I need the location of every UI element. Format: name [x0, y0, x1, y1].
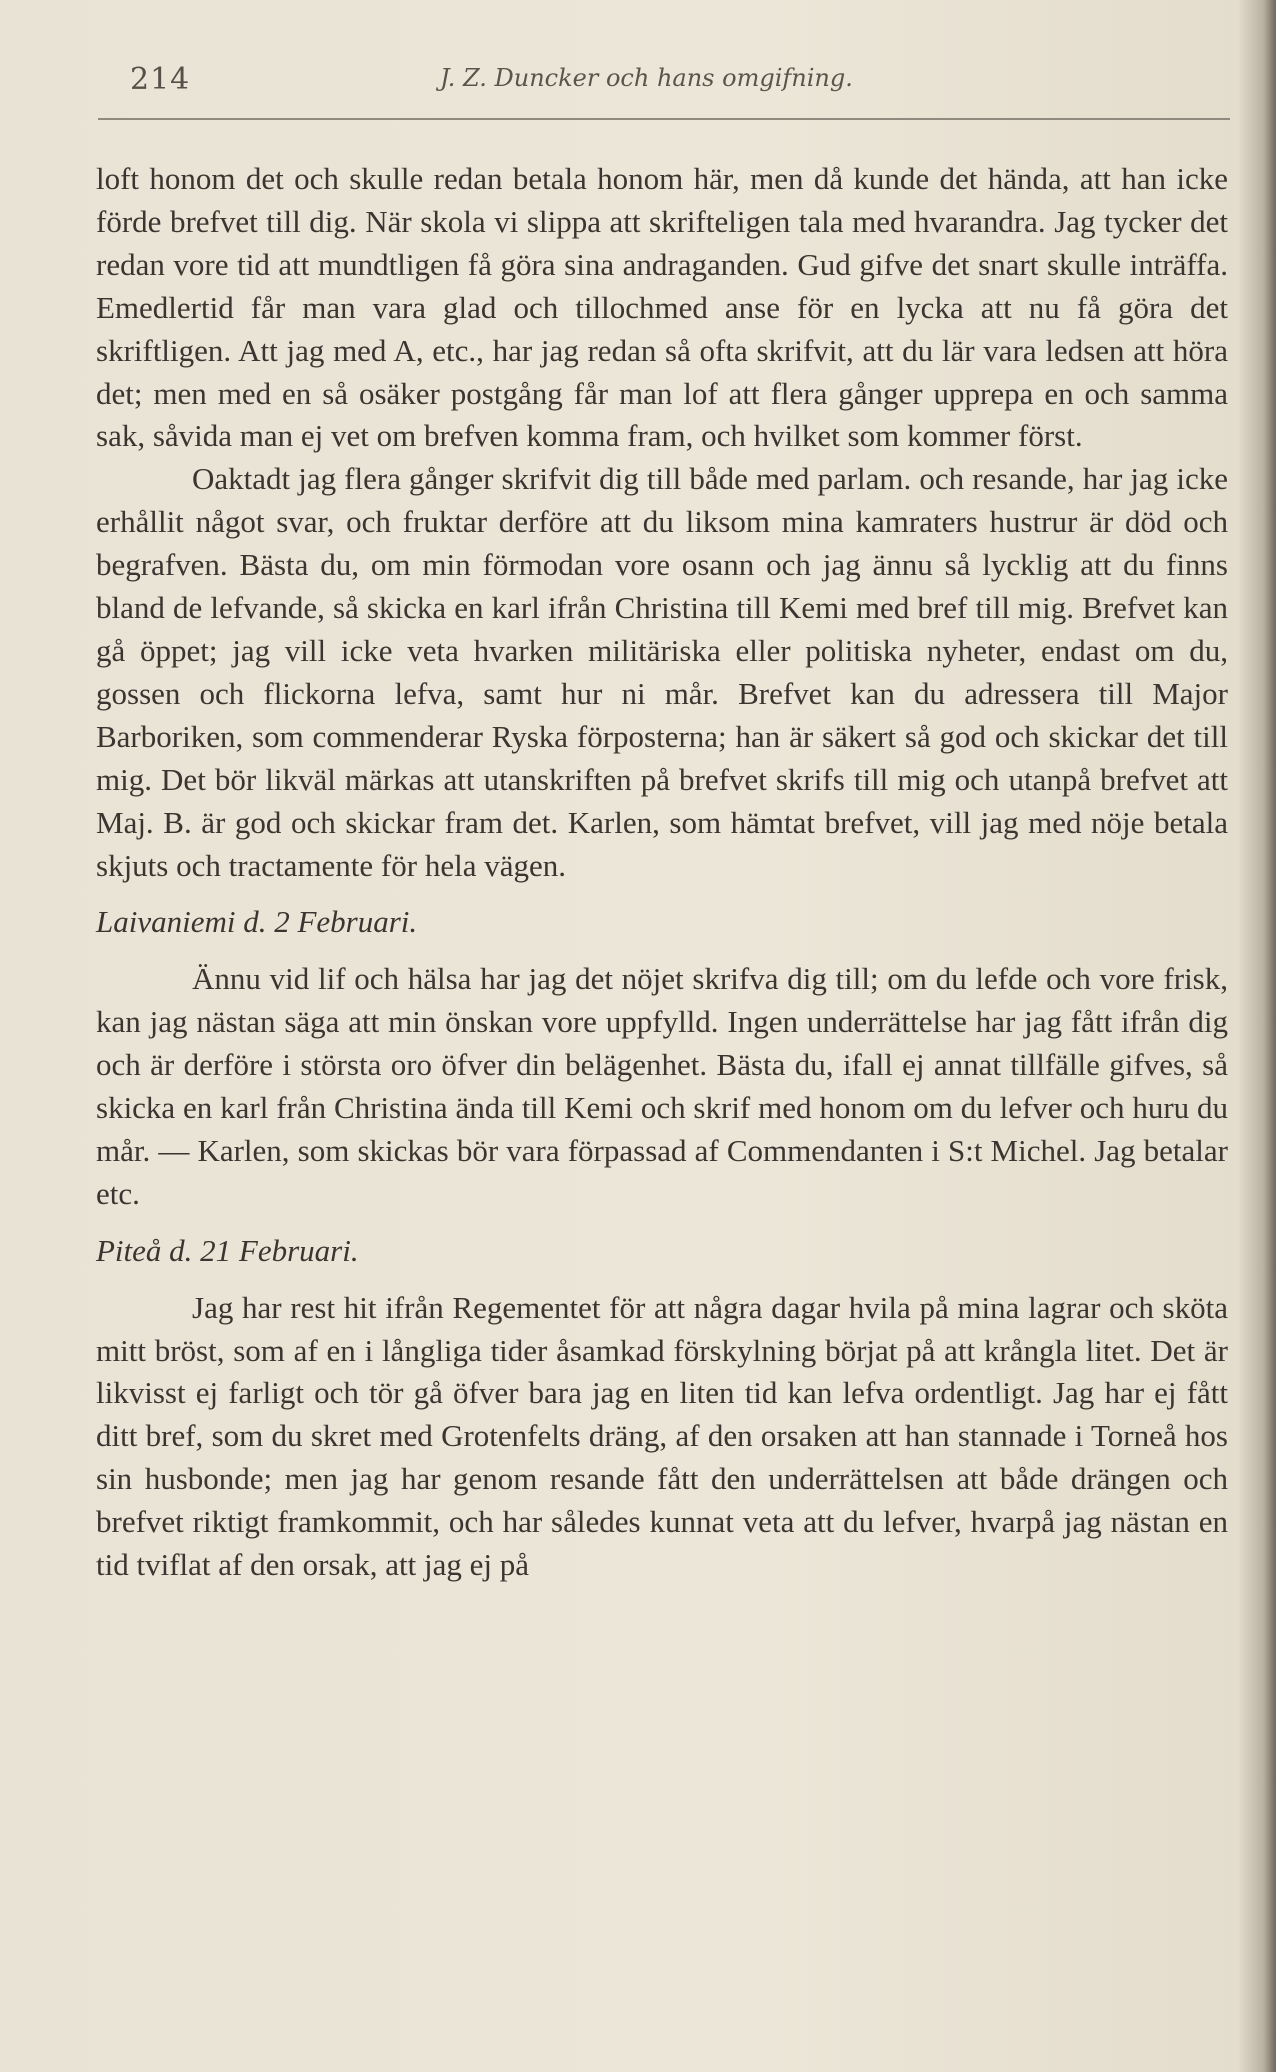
- page-number: 214: [130, 62, 191, 97]
- dateline-pitea: Piteå d. 21 Februari.: [96, 1232, 359, 1268]
- header-rule: [98, 118, 1230, 120]
- paragraph-1: loft honom det och skulle redan betala honom här, men då kunde det hända, att han icke förde brefvet till dig. När skola vi slippa att skrifteligen tala med hvarandra. Jag tycker det redan vore tid att mundtligen få göra sina andraganden. Gud gifve det snart skulle inträffa. Emedlertid får man vara glad och tillochmed anse för en lycka att nu få göra det skriftligen. Att jag med A, etc., har jag redan så ofta skrifvit, att du lär vara ledsen att höra det; men med en så osäker postgång får man lof att flera gånger upprepa en och samma sak, såvida man ej vet om brefven komma fram, och hvilket som kommer först.: [96, 161, 1228, 454]
- paragraph-4: Jag har rest hit ifrån Regementet för att några dagar hvila på mina lagrar och sköta mitt bröst, som af en i långliga tider åsamkad förskylning börjat på att krångla litet. Det är likvisst ej farligt och tör gå öfver bara jag en liten tid kan lefva ordentligt. Jag har ej fått ditt bref, som du skret med Grotenfelts dräng, af den orsaken att han stannade i Torneå hos sin husbonde; men jag har genom resande fått den underrättelsen att både drängen och brefvet riktigt framkommit, och har således kunnat veta att du lefver, hvarpå jag nästan en tid tviflat af den orsak, att jag ej på: [96, 1289, 1228, 1583]
- paragraph-3: Ännu vid lif och hälsa har jag det nöjet skrifva dig till; om du lefde och vore frisk, kan jag nästan säga att min önskan vore uppfylld. Ingen underrättelse har jag fått ifrån dig och är derföre i största oro öfver din belägenhet. Bästa du, ifall ej annat tillfälle gifves, så skicka en karl från Christina ända till Kemi och skrif med honom om du lefver och huru du mår. — Karlen, som skickas bör vara förpassad af Commendanten i S:t Michel. Jag betalar etc.: [96, 961, 1228, 1211]
- running-head: J. Z. Duncker och hans omgifning.: [440, 64, 853, 92]
- body-text: [96, 158, 1228, 1587]
- dateline-laivaniemi: Laivaniemi d. 2 Februari.: [96, 904, 418, 940]
- page-header: [130, 56, 1230, 100]
- paragraph-2: Oaktadt jag flera gånger skrifvit dig till både med parlam. och resande, har jag icke erhållit något svar, och fruktar derföre att du liksom mina kamraters hustrur är död och begrafven. Bästa du, om min förmodan vore osann och jag ännu så lycklig att du finns bland de lefvande, så skicka en karl ifrån Christina till Kemi med bref till mig. Brefvet kan gå öppet; jag vill icke veta hvarken militäriska eller politiska nyheter, endast om du, gossen och flickorna lefva, samt hur ni mår. Brefvet kan du adressera till Major Barboriken, som commenderar Ryska förposterna; han är säkert så god och skickar det till mig. Det bör likväl märkas att utanskriften på brefvet skrifs till mig och utanpå brefvet att Maj. B. är god och skickar fram det. Karlen, som hämtat brefvet, vill jag med nöje betala skjuts och tractamente för hela vägen.: [96, 461, 1228, 883]
